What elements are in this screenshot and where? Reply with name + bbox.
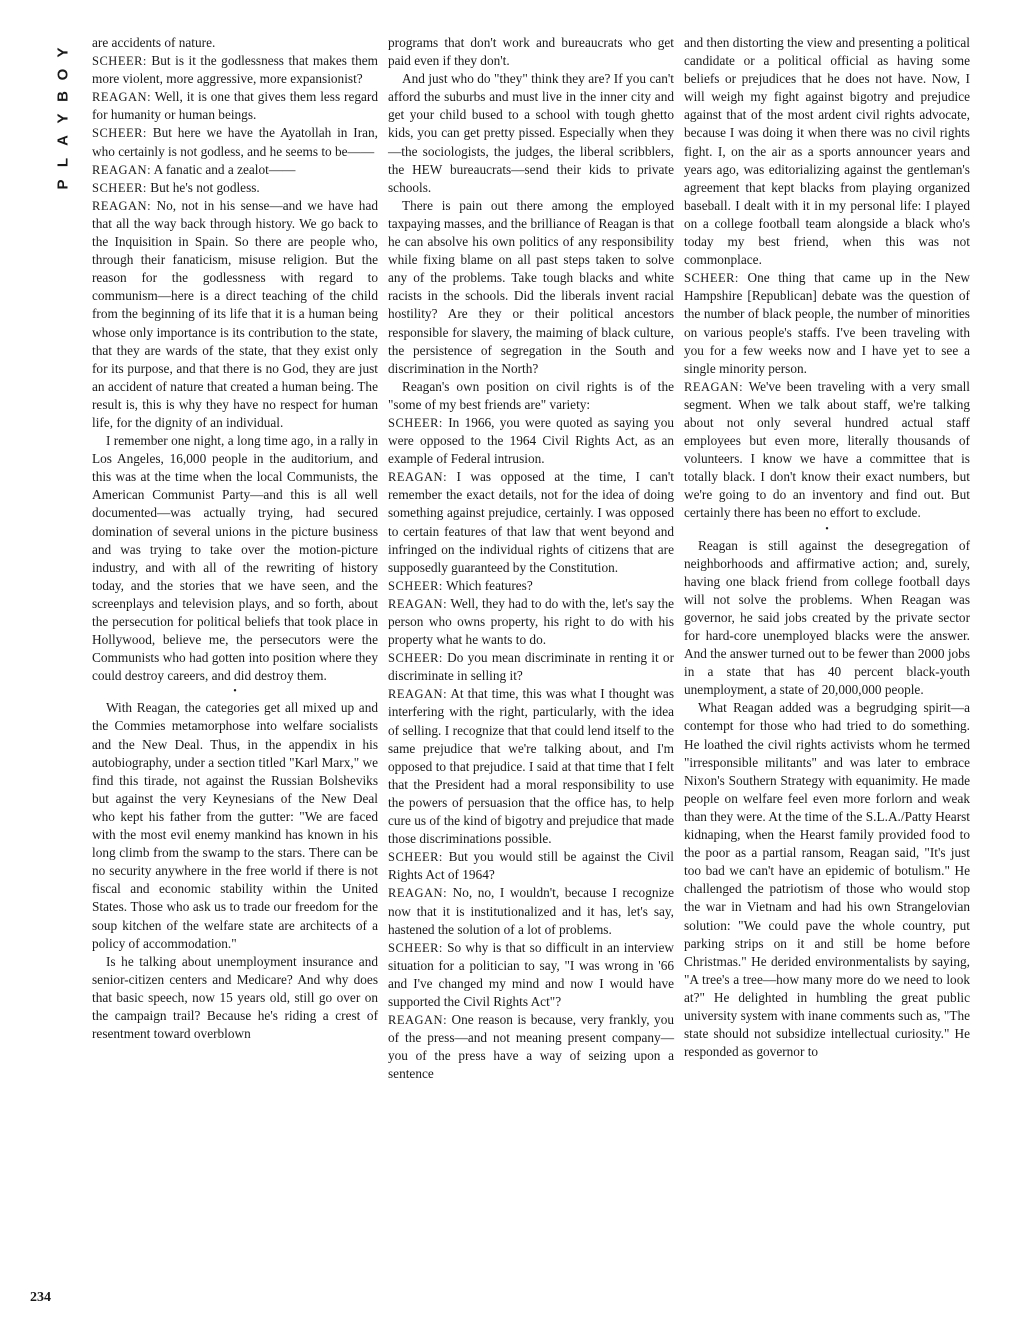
magazine-masthead: [52, 38, 74, 198]
body-paragraph: are accidents of nature.: [92, 35, 216, 50]
body-paragraph: Is he talking about unemployment insurance and senior-citizen centers and Medicare? And why does that basic speech, now 15 years old, still go over on the campaign trail? Because he's riding a crest of resentment toward overblown: [92, 953, 378, 1042]
speaker-label: REAGAN:: [388, 687, 448, 702]
speaker-label: SCHEER:: [92, 126, 147, 141]
interview-exchange: [388, 685, 674, 848]
speaker-text: But is it the godlessness that makes them more violent, more aggressive, more expansionist?: [92, 53, 378, 87]
speaker-text: One thing that came up in the New Hampshire [Republican] debate was the question of the number of black people, the number of minorities on various people's staffs. I've been traveling with you for a few weeks now and I have yet to see a single minority person.: [684, 270, 970, 376]
masthead-letter: P: [54, 179, 72, 190]
speaker-label: REAGAN:: [388, 1013, 448, 1028]
speaker-label: SCHEER:: [388, 651, 443, 666]
text-column-1: [92, 34, 378, 1043]
speaker-text: So why is that so difficult in an interview situation for a politician to say, "I was wrong in '66 and I've changed my mind and now I would have supported the Civil Rights Act"?: [388, 939, 674, 1009]
interview-exchange: [388, 939, 674, 1011]
body-paragraph: And just who do "they" think they are? If you can't afford the suburbs and must live in the inner city and get your child bused to a school with tough ghetto kids, you can get pretty pissed. Especially when they—the sociologists, the judges, the liberal scribblers, the HEW bureaucrats—send their kids to private schools.: [388, 71, 674, 195]
interview-exchange: [388, 1011, 674, 1083]
speaker-label: REAGAN:: [388, 470, 448, 485]
interview-exchange: [388, 884, 674, 938]
speaker-text: Well, it is one that gives them less regard for humanity or human beings.: [92, 89, 378, 123]
speaker-label: REAGAN:: [92, 162, 152, 177]
body-paragraph: I remember one night, a long time ago, in a rally in Los Angeles, 16,000 people in the auditorium, and this was at the time when the local Communists, the American Communist Party—and this is all well documented—was actually trying, had secured domination of several unions in the picture business and was trying to take over the motion-picture industry, and with all of the rewriting of history today, and the stories that we have seen, and the screenplays and television plays, and so forth, about the persecution for political beliefs that took place in Hollywood, believe me, the persecutors were the Communists who had gotten into position where they could destroy careers, and did destroy them.: [92, 433, 378, 684]
speaker-label: REAGAN:: [388, 886, 448, 901]
text-column-2: [388, 34, 674, 1083]
section-break: •: [233, 686, 237, 698]
masthead-letter: L: [54, 157, 72, 168]
masthead-letter: Y: [54, 47, 72, 58]
masthead-letter: Y: [54, 113, 72, 124]
interview-exchange: [388, 468, 674, 577]
speaker-label: SCHEER:: [388, 415, 443, 430]
interview-exchange: [684, 269, 970, 378]
speaker-label: SCHEER:: [388, 850, 443, 865]
speaker-text: At that time, this was what I thought was interfering with the right, particularly, with the idea of selling. I recognize that that could lend itself to the same prejudice that we're talking about, and I'm opposed to that prejudice. I said at that time that I felt that the President had a moral responsibility to use the powers of persuasion that the office has, to help cure us of the kind of bigotry and prejudice that made those discriminations possible.: [388, 686, 674, 847]
speaker-text: We've been traveling with a very small segment. When we talk about staff, we're talking about not only several hundred actual staff employees but even more, literally thousands of volunteers. I know we have a committee that is totally black. I don't know their exact numbers, but we're going to do an inventory and find out. But certainly there has been no effort to exclude.: [684, 378, 970, 521]
speaker-label: SCHEER:: [388, 578, 443, 593]
speaker-label: REAGAN:: [388, 596, 448, 611]
speaker-text: In 1966, you were quoted as saying you were opposed to the 1964 Civil Rights Act, as an example of Federal intrusion.: [388, 414, 674, 467]
speaker-text: Which features?: [442, 577, 533, 593]
speaker-text: One reason is because, very frankly, you of the press—and not meaning present company—you of the press have a way of seizing upon a sentence: [388, 1012, 674, 1082]
speaker-label: REAGAN:: [684, 379, 744, 394]
interview-exchange: [92, 124, 378, 160]
speaker-label: SCHEER:: [92, 54, 147, 69]
interview-exchange: [388, 577, 674, 595]
interview-exchange: [92, 52, 378, 88]
interview-exchange: [92, 179, 378, 197]
interview-exchange: [92, 161, 378, 179]
speaker-text: No, no, I wouldn't, because I recognize now that it is institutionalized and it has, let's say, hastened the solution of a lot of problems.: [388, 885, 674, 937]
speaker-label: SCHEER:: [92, 180, 147, 195]
body-paragraph: and then distorting the view and presenting a political candidate or a political official as having some beliefs or prejudices that he does not have. Now, I will weigh my fight against bigotry and prejudice against that of the most ardent civil rights advocate, because I was doing it when there was no civil rights fight. I, on the air as a sports announcer years and years ago, was editorializing against the gentleman's agreement that kept blacks from playing organized baseball. I dealt with it in my personal life: I played on a college football team alongside a black who's today my best friend, when this was not commonplace.: [684, 35, 970, 268]
body-paragraph: What Reagan added was a begrudging spirit—a contempt for those who had tried to do something. He loathed the civil rights activists whom he termed "irresponsible militants" and was later to embrace Nixon's Southern Strategy with equanimity. He made people on welfare feel even more forlorn and weak than they were. At the time of the S.L.A./Patty Hearst kidnaping, when the Hearst family provided food to the poor as a partial ransom, Reagan said, "It's just too bad we can't have an epidemic of botulism." He challenged the patriotism of those who would stop the war in Vietnam and had his own Strangelovian solution: "We could pave the whole country, put parking strips on it and still be home before Christmas." He derided environmentalists by saying, "A tree's a tree—how many more do we need to look at?" He delighted in humbling the great public university system with inane comments such as, "The state should not subsidize intellectual curiosity." He responded as governor to: [684, 700, 970, 1060]
speaker-label: REAGAN:: [92, 198, 152, 213]
speaker-text: But he's not godless.: [146, 179, 260, 195]
body-paragraph: Reagan's own position on civil rights is of the "some of my best friends are" variety:: [388, 378, 674, 412]
interview-exchange: [388, 848, 674, 884]
text-column-3: [684, 34, 970, 1061]
body-paragraph: Reagan is still against the desegregation of neighborhoods and affirmative action; and, surely, having one black friend from college football days will not solve the problems. When Reagan was governor, he said jobs created by the private sector for hard-core unemployed blacks were the answer. And the answer turned out to be fewer than 2000 jobs in a state that has 40 percent black-youth unemployment, a state of 20,000,000 people.: [684, 537, 970, 698]
speaker-text: A fanatic and a zealot——: [151, 161, 296, 177]
interview-exchange: [92, 88, 378, 124]
speaker-label: REAGAN:: [92, 90, 152, 105]
speaker-text: I was opposed at the time, I can't remember the exact details, not for the idea of doing something against prejudice, certainly. I was opposed to certain features of that law that went beyond and infringed on the individual rights of citizens that are supposedly guaranteed by the Constitution.: [388, 469, 674, 575]
speaker-text: No, not in his sense—and we have had that all the way back through history. We go back to the Inquisition in Spain. So there are people who, through their fanaticism, misuse religion. But the reason for the godlessness with regard to communism—here is a direct teaching of the child from the beginning of its life that it is a human being whose only importance is its contribution to the state, that they are wards of the state, that they exist only for its purpose, and that there is no God, they are just an accident of nature that created a human being. The result is, this is why they have no respect for human life, for the dignity of an individual.: [92, 197, 378, 430]
speaker-label: SCHEER:: [684, 271, 739, 286]
speaker-text: Do you mean discriminate in renting it or discriminate in selling it?: [388, 650, 674, 684]
interview-exchange: [388, 414, 674, 468]
interview-exchange: [92, 197, 378, 432]
speaker-label: SCHEER:: [388, 940, 443, 955]
body-paragraph: With Reagan, the categories get all mixed up and the Commies metamorphose into welfare socialists and the New Deal. Thus, in the appendix in his autobiography, under a section titled "Karl Marx," we find this tirade, not against the Russian Bolsheviks but against the very Keynesians of the New Deal who kept his father from the gutter: "We are faced with the most evil enemy mankind has known in his long climb from the swamp to the stars. There can be no security anywhere in the free world if there is not fiscal and economic stability within the United States. Those who ask us to trade our freedom for the soup kitchen of the welfare state are architects of a policy of accommodation.": [92, 700, 378, 951]
masthead-letter: B: [54, 91, 72, 102]
masthead-letter: A: [54, 135, 72, 146]
body-paragraph: There is pain out there among the employed taxpaying masses, and the brilliance of Reagan is that he can absolve his own politics of any responsibility while fixing blame on all past steps taken to solve any of the problems. Take tough blacks and white racists in the schools. Did the liberals invent racial hostility? Are they or their political ancestors responsible for slavery, the maiming of black culture, the persistence of segregation in the South and discrimination in the North?: [388, 197, 674, 376]
speaker-text: But here we have the Ayatollah in Iran, who certainly is not godless, and he seems to be——: [92, 125, 378, 159]
interview-exchange: [684, 378, 970, 523]
body-paragraph: programs that don't work and bureaucrats who get paid even if they don't.: [388, 35, 674, 69]
interview-exchange: [388, 595, 674, 649]
interview-exchange: [388, 649, 674, 685]
speaker-text: Well, they had to do with the, let's say the person who owns property, his right to do with his property what he wants to do.: [388, 595, 674, 648]
speaker-text: But you would still be against the Civil Rights Act of 1964?: [388, 849, 674, 883]
page-number: 234: [30, 1290, 51, 1305]
section-break: •: [825, 523, 829, 535]
masthead-letter: O: [54, 68, 72, 81]
